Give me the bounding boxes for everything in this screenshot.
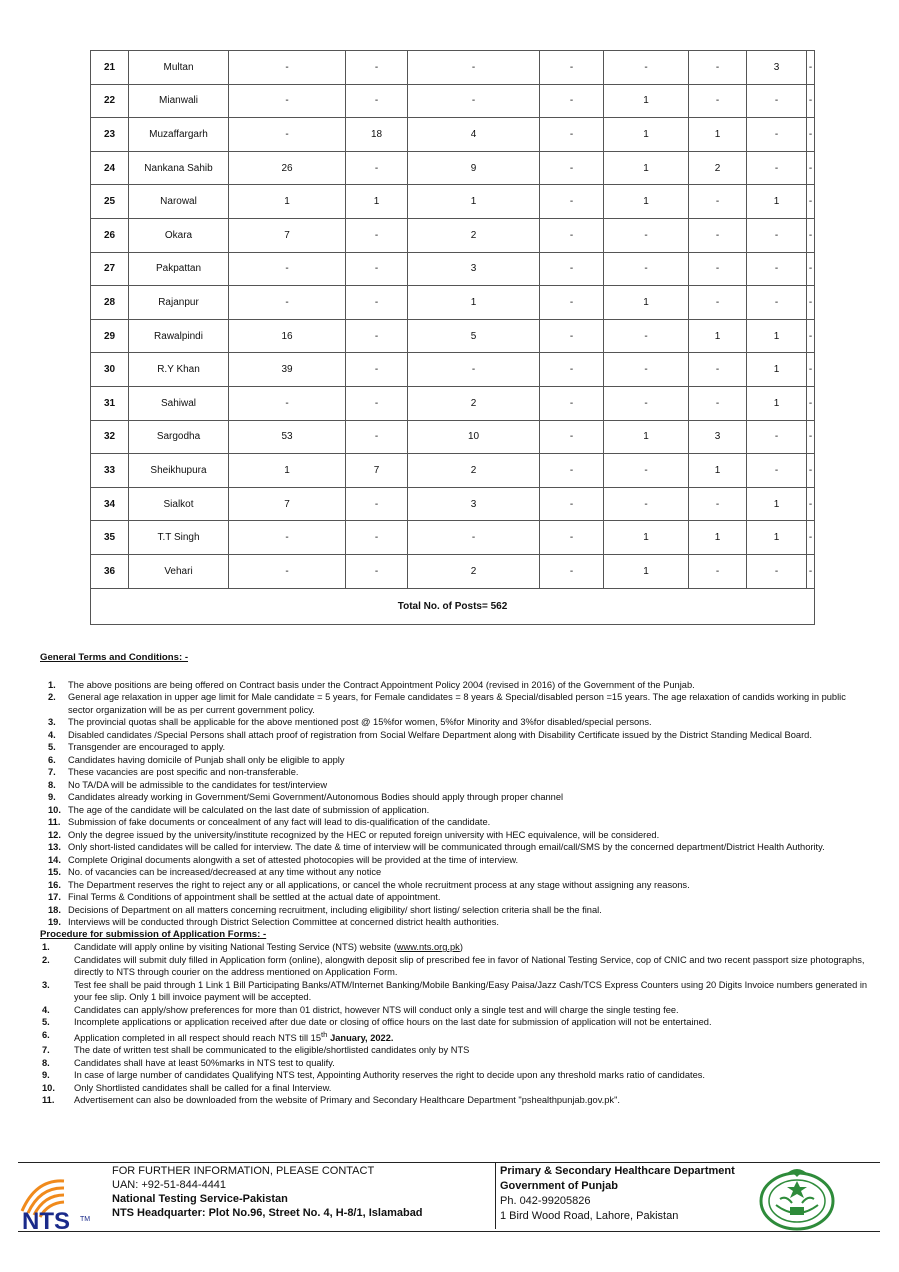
post-count-cell: - [807, 454, 815, 488]
post-count-cell: - [346, 151, 408, 185]
post-count-cell: - [689, 487, 747, 521]
post-count-cell: - [604, 218, 689, 252]
post-count-cell: 1 [604, 521, 689, 555]
post-count-cell: 5 [408, 319, 540, 353]
post-count-cell: - [807, 487, 815, 521]
post-count-cell: - [689, 218, 747, 252]
terms-item [40, 679, 870, 692]
government-name: Government of Punjab [500, 1180, 618, 1192]
item-text: The Department reserves the right to reject any or all applications, or cancel the whole recruitment process at any stage without assigning any reasons. [68, 879, 690, 890]
serial-number-cell: 32 [91, 420, 129, 454]
item-number: 3. [42, 979, 50, 990]
item-text: Only Shortlisted candidates shall be called for a final Interview. [74, 1082, 332, 1093]
item-text: These vacancies are post specific and non-transferable. [68, 767, 299, 777]
post-count-cell: 1 [604, 185, 689, 219]
post-count-cell: 1 [408, 185, 540, 219]
post-count-cell: - [807, 319, 815, 353]
item-text: Interviews will be conducted through District Selection Committee at concerned district health authorities. [68, 917, 499, 927]
total-posts: Total No. of Posts= 562 [91, 588, 815, 624]
post-count-cell: - [229, 286, 346, 320]
post-count-cell: - [807, 521, 815, 555]
terms-item [40, 916, 870, 929]
item-text: Complete Original documents alongwith a set of attested photocopies will be provided at the time of interview. [68, 854, 519, 865]
terms-item [40, 816, 870, 829]
procedure-item [40, 1016, 870, 1029]
post-count-cell: - [540, 420, 604, 454]
item-text: Application completed in all respect should reach NTS till 15th January, 2022. [74, 1029, 394, 1043]
serial-number-cell: 30 [91, 353, 129, 387]
post-count-cell: - [229, 118, 346, 152]
post-count-cell: - [747, 554, 807, 588]
vacancy-table [90, 50, 815, 625]
post-count-cell: - [346, 487, 408, 521]
post-count-cell: 1 [604, 84, 689, 118]
item-text: The provincial quotas shall be applicable for the above mentioned post @ 15%for women, 5%for Minority and 3%for disabled/special persons. [68, 717, 652, 727]
nts-name: National Testing Service-Pakistan [112, 1193, 288, 1205]
post-count-cell: - [807, 51, 815, 85]
post-count-cell: 2 [689, 151, 747, 185]
post-count-cell: - [346, 84, 408, 118]
post-count-cell: - [408, 353, 540, 387]
post-count-cell: 3 [747, 51, 807, 85]
post-count-cell: - [604, 319, 689, 353]
serial-number-cell: 31 [91, 386, 129, 420]
terms-item [40, 779, 870, 792]
table-row [91, 521, 815, 555]
post-count-cell: - [604, 386, 689, 420]
serial-number-cell: 29 [91, 319, 129, 353]
item-number: 5. [48, 742, 56, 752]
post-count-cell: - [540, 51, 604, 85]
post-count-cell: - [346, 386, 408, 420]
post-count-cell: - [807, 386, 815, 420]
item-text: Candidates already working in Government/Semi Government/Autonomous Bodies should apply through proper channel [68, 792, 564, 802]
post-count-cell: 1 [604, 118, 689, 152]
item-number: 18. [48, 904, 61, 915]
item-number: 9. [48, 792, 56, 802]
post-count-cell: - [540, 118, 604, 152]
procedure-item [40, 1044, 870, 1057]
post-count-cell: 7 [229, 487, 346, 521]
item-number: 13. [48, 842, 61, 852]
serial-number-cell: 26 [91, 218, 129, 252]
item-text: Test fee shall be paid through 1 Link 1 Bill Participating Banks/ATM/Internet Banking/Mobile Banking/Easy Paisa/Jazz Cash/TCS Express Counters using 20 Digits Invoice numbers generated in your fee slip. Only 1 bill invoice payment will be accepted. [74, 979, 868, 1002]
post-count-cell: - [689, 286, 747, 320]
post-count-cell: - [807, 286, 815, 320]
nts-logo [18, 1173, 108, 1231]
item-text: Submission of fake documents or concealment of any fact will lead to dis-qualification of the candidate. [68, 817, 491, 827]
terms-item [40, 766, 870, 779]
item-number: 3. [48, 717, 56, 727]
item-number: 17. [48, 892, 61, 902]
item-number: 2. [42, 954, 50, 965]
post-count-cell: - [229, 84, 346, 118]
post-count-cell: 1 [747, 386, 807, 420]
footer [18, 1162, 880, 1232]
terms-item [40, 804, 870, 817]
post-count-cell: 1 [604, 286, 689, 320]
post-count-cell: 1 [604, 420, 689, 454]
item-number: 2. [48, 692, 56, 702]
procedure-list [40, 941, 870, 1107]
procedure-item [40, 1004, 870, 1017]
post-count-cell: - [747, 252, 807, 286]
post-count-cell: - [604, 252, 689, 286]
post-count-cell: - [229, 51, 346, 85]
serial-number-cell: 28 [91, 286, 129, 320]
district-cell: Okara [129, 218, 229, 252]
post-count-cell: - [346, 286, 408, 320]
table-row [91, 353, 815, 387]
post-count-cell: 16 [229, 319, 346, 353]
post-count-cell: 9 [408, 151, 540, 185]
terms-item [40, 904, 870, 917]
department-name: Primary & Secondary Healthcare Department [500, 1165, 735, 1177]
post-count-cell: - [346, 420, 408, 454]
table-row [91, 84, 815, 118]
post-count-cell: - [540, 353, 604, 387]
post-count-cell: 2 [408, 218, 540, 252]
item-text: No. of vacancies can be increased/decreased at any time without any notice [68, 867, 382, 877]
district-cell: Nankana Sahib [129, 151, 229, 185]
department-phone: Ph. 042-99205826 [500, 1195, 591, 1207]
item-number: 14. [48, 854, 61, 865]
serial-number-cell: 27 [91, 252, 129, 286]
terms-item [40, 891, 870, 904]
post-count-cell: - [229, 554, 346, 588]
item-number: 6. [42, 1029, 50, 1040]
post-count-cell: - [807, 84, 815, 118]
table-row [91, 185, 815, 219]
post-count-cell: 3 [408, 252, 540, 286]
logo-tm: TM [80, 1216, 91, 1223]
post-count-cell: - [807, 118, 815, 152]
item-text: Disabled candidates /Special Persons shall attach proof of registration from Social Welfare Department along with Disability Certificate issued by the District Standing Medical Board. [68, 729, 812, 740]
post-count-cell: - [346, 51, 408, 85]
item-text: Candidates will submit duly filled in Application form (online), alongwith deposit slip of prescribed fee in favor of National Testing Service, cop of CNIC and two recent passport size photographs, directly to NTS through courier on the address mentioned on Application Form. [74, 954, 865, 977]
procedure-item [40, 1029, 870, 1045]
vacancy-table-body [91, 51, 815, 625]
serial-number-cell: 33 [91, 454, 129, 488]
table-row [91, 118, 815, 152]
item-number: 8. [42, 1057, 50, 1068]
post-count-cell: 2 [408, 386, 540, 420]
post-count-cell: 1 [747, 487, 807, 521]
post-count-cell: - [346, 252, 408, 286]
post-count-cell: 18 [346, 118, 408, 152]
post-count-cell: - [540, 252, 604, 286]
procedure-item [40, 1094, 870, 1107]
post-count-cell: 1 [747, 319, 807, 353]
post-count-cell: - [229, 252, 346, 286]
nts-address: NTS Headquarter: Plot No.96, Street No. 4, H-8/1, Islamabad [112, 1207, 423, 1219]
terms-item [40, 854, 870, 867]
post-count-cell: - [689, 252, 747, 286]
serial-number-cell: 34 [91, 487, 129, 521]
post-count-cell: 2 [408, 554, 540, 588]
district-cell: Multan [129, 51, 229, 85]
post-count-cell: - [540, 218, 604, 252]
terms-section [40, 652, 870, 1107]
district-cell: T.T Singh [129, 521, 229, 555]
serial-number-cell: 35 [91, 521, 129, 555]
logo-text: NTS [22, 1208, 70, 1231]
district-cell: Sheikhupura [129, 454, 229, 488]
item-number: 8. [48, 779, 56, 790]
post-count-cell: 7 [346, 454, 408, 488]
post-count-cell: - [540, 319, 604, 353]
post-count-cell: 1 [604, 151, 689, 185]
serial-number-cell: 36 [91, 554, 129, 588]
district-cell: Narowal [129, 185, 229, 219]
table-row [91, 151, 815, 185]
post-count-cell: - [747, 454, 807, 488]
post-count-cell: - [604, 454, 689, 488]
post-count-cell: 2 [408, 454, 540, 488]
item-number: 6. [48, 754, 56, 765]
post-count-cell: - [540, 487, 604, 521]
post-count-cell: - [229, 386, 346, 420]
table-row [91, 487, 815, 521]
item-number: 10. [42, 1082, 55, 1093]
contact-line: FOR FURTHER INFORMATION, PLEASE CONTACT [112, 1165, 375, 1177]
post-count-cell: 4 [408, 118, 540, 152]
post-count-cell: - [807, 353, 815, 387]
serial-number-cell: 24 [91, 151, 129, 185]
item-text: Decisions of Department on all matters concerning recruitment, including eligibility/ short listing/ selection criteria shall be the final. [68, 904, 602, 915]
post-count-cell: - [408, 51, 540, 85]
table-row [91, 218, 815, 252]
item-text: Candidate will apply online by visiting National Testing Service (NTS) website (www.nts.org.pk) [74, 942, 463, 952]
footer-divider [495, 1163, 496, 1229]
post-count-cell: - [689, 185, 747, 219]
post-count-cell: - [604, 353, 689, 387]
item-number: 15. [48, 867, 61, 877]
table-row [91, 51, 815, 85]
item-text: Only short-listed candidates will be called for interview. The date & time of interview will be communicated through email/call/SMS by the concerned department/District Health Authority. [68, 842, 825, 852]
post-count-cell: 1 [346, 185, 408, 219]
item-text: Advertisement can also be downloaded from the website of Primary and Secondary Healthcare Department "pshealthpunjab.gov.pk". [74, 1095, 620, 1106]
serial-number-cell: 25 [91, 185, 129, 219]
post-count-cell: - [346, 521, 408, 555]
punjab-government-seal-icon [752, 1165, 842, 1231]
table-row [91, 454, 815, 488]
terms-item [40, 741, 870, 754]
post-count-cell: - [689, 51, 747, 85]
post-count-cell: - [346, 353, 408, 387]
department-address: 1 Bird Wood Road, Lahore, Pakistan [500, 1210, 679, 1222]
post-count-cell: 53 [229, 420, 346, 454]
post-count-cell: - [747, 286, 807, 320]
post-count-cell: 1 [747, 521, 807, 555]
serial-number-cell: 22 [91, 84, 129, 118]
item-number: 4. [48, 729, 56, 740]
post-count-cell: 10 [408, 420, 540, 454]
post-count-cell: 1 [747, 353, 807, 387]
post-count-cell: - [747, 420, 807, 454]
post-count-cell: - [540, 554, 604, 588]
procedure-item [40, 979, 870, 1004]
serial-number-cell: 21 [91, 51, 129, 85]
post-count-cell: 1 [689, 319, 747, 353]
post-count-cell: - [540, 286, 604, 320]
district-cell: Rawalpindi [129, 319, 229, 353]
procedure-item [40, 1069, 870, 1082]
item-number: 5. [42, 1017, 50, 1027]
item-text: Transgender are encouraged to apply. [68, 742, 226, 752]
post-count-cell: - [807, 151, 815, 185]
procedure-item [40, 1057, 870, 1070]
item-number: 7. [42, 1045, 50, 1056]
terms-item [40, 879, 870, 892]
terms-item [40, 841, 870, 854]
post-count-cell: - [807, 554, 815, 588]
item-text: General age relaxation in upper age limit for Male candidate = 5 years, for Female candidates = 8 years & Special/disabled person =15 years. The age relaxation of candids working in public sector organization will be as per current government policy. [68, 692, 846, 715]
table-row [91, 386, 815, 420]
item-text: Final Terms & Conditions of appointment shall be settled at the actual date of appointment. [68, 892, 441, 902]
item-text: No TA/DA will be admissible to the candidates for test/interview [68, 779, 328, 790]
terms-item [40, 866, 870, 879]
table-row [91, 319, 815, 353]
general-terms-title: General Terms and Conditions: - [40, 652, 189, 663]
item-text: The age of the candidate will be calculated on the last date of submission of application. [68, 804, 430, 815]
serial-number-cell: 23 [91, 118, 129, 152]
post-count-cell: - [346, 218, 408, 252]
post-count-cell: 1 [229, 185, 346, 219]
item-number: 19. [48, 917, 61, 927]
item-number: 7. [48, 767, 56, 777]
item-text: Incomplete applications or application received after due date or closing of office hours on the last date for submission of application will not be entertained. [74, 1017, 712, 1027]
terms-item [40, 716, 870, 729]
post-count-cell: - [540, 185, 604, 219]
post-count-cell: - [747, 151, 807, 185]
nts-contact-info [112, 1164, 423, 1220]
post-count-cell: 7 [229, 218, 346, 252]
post-count-cell: 1 [604, 554, 689, 588]
post-count-cell: - [540, 454, 604, 488]
item-number: 1. [48, 679, 56, 690]
item-number: 11. [42, 1095, 55, 1106]
post-count-cell: 3 [408, 487, 540, 521]
post-count-cell: - [689, 353, 747, 387]
post-count-cell: - [807, 420, 815, 454]
item-number: 9. [42, 1070, 50, 1081]
district-cell: Sargodha [129, 420, 229, 454]
post-count-cell: - [229, 521, 346, 555]
district-cell: Pakpattan [129, 252, 229, 286]
post-count-cell: - [346, 554, 408, 588]
post-count-cell: 39 [229, 353, 346, 387]
district-cell: Sialkot [129, 487, 229, 521]
table-row [91, 420, 815, 454]
item-text: Candidates can apply/show preferences for more than 01 district, however NTS will conduct only a single test and will charge the single testing fee. [74, 1004, 679, 1015]
post-count-cell: 1 [229, 454, 346, 488]
post-count-cell: - [540, 521, 604, 555]
post-count-cell: - [540, 151, 604, 185]
item-text: The date of written test shall be communicated to the eligible/shortlisted candidates only by NTS [74, 1045, 470, 1056]
item-number: 10. [48, 804, 61, 815]
procedure-item [40, 1082, 870, 1095]
post-count-cell: - [689, 84, 747, 118]
post-count-cell: - [604, 487, 689, 521]
district-cell: Rajanpur [129, 286, 229, 320]
table-row [91, 554, 815, 588]
table-row [91, 286, 815, 320]
post-count-cell: - [689, 386, 747, 420]
district-cell: Muzaffargarh [129, 118, 229, 152]
post-count-cell: - [346, 319, 408, 353]
post-count-cell: - [747, 118, 807, 152]
item-text: Candidates having domicile of Punjab shall only be eligible to apply [68, 754, 345, 765]
terms-item [40, 791, 870, 804]
post-count-cell: - [807, 185, 815, 219]
item-number: 4. [42, 1004, 50, 1015]
terms-item [40, 754, 870, 767]
post-count-cell: - [408, 521, 540, 555]
post-count-cell: - [540, 84, 604, 118]
table-row [91, 252, 815, 286]
item-number: 11. [48, 817, 61, 827]
uan-number: UAN: +92-51-844-4441 [112, 1179, 227, 1191]
item-number: 1. [42, 942, 50, 952]
post-count-cell: - [604, 51, 689, 85]
post-count-cell: 26 [229, 151, 346, 185]
nts-website-link[interactable]: www.nts.org.pk [396, 942, 460, 952]
post-count-cell: 1 [408, 286, 540, 320]
terms-item [40, 691, 870, 716]
post-count-cell: - [747, 218, 807, 252]
post-count-cell: - [540, 386, 604, 420]
post-count-cell: 3 [689, 420, 747, 454]
district-cell: Sahiwal [129, 386, 229, 420]
procedure-item [40, 941, 870, 954]
item-text: Only the degree issued by the university/institute recognized by the HEC or reputed foreign university with HEC equivalence, will be considered. [68, 829, 660, 840]
item-text: In case of large number of candidates Qualifying NTS test, Appointing Authority reserves the right to decide upon any threshold marks ratio of candidates. [74, 1070, 705, 1081]
post-count-cell: - [408, 84, 540, 118]
post-count-cell: - [807, 218, 815, 252]
total-row [91, 588, 815, 624]
post-count-cell: 1 [689, 118, 747, 152]
district-cell: Vehari [129, 554, 229, 588]
post-count-cell: - [747, 84, 807, 118]
item-text: The above positions are being offered on Contract basis under the Contract Appointment Policy 2004 (revised in 2016) of the Government of the Punjab. [68, 679, 695, 690]
terms-item [40, 829, 870, 842]
item-number: 16. [48, 879, 61, 890]
procedure-item [40, 954, 870, 979]
general-terms-list [40, 679, 870, 929]
terms-item [40, 729, 870, 742]
district-cell: R.Y Khan [129, 353, 229, 387]
item-text: Candidates shall have at least 50%marks in NTS test to qualify. [74, 1057, 335, 1068]
post-count-cell: 1 [689, 521, 747, 555]
post-count-cell: 1 [689, 454, 747, 488]
item-number: 12. [48, 829, 61, 840]
post-count-cell: - [689, 554, 747, 588]
department-contact-info [500, 1164, 735, 1224]
post-count-cell: - [807, 252, 815, 286]
post-count-cell: 1 [747, 185, 807, 219]
procedure-title: Procedure for submission of Application Forms: - [40, 928, 267, 940]
district-cell: Mianwali [129, 84, 229, 118]
